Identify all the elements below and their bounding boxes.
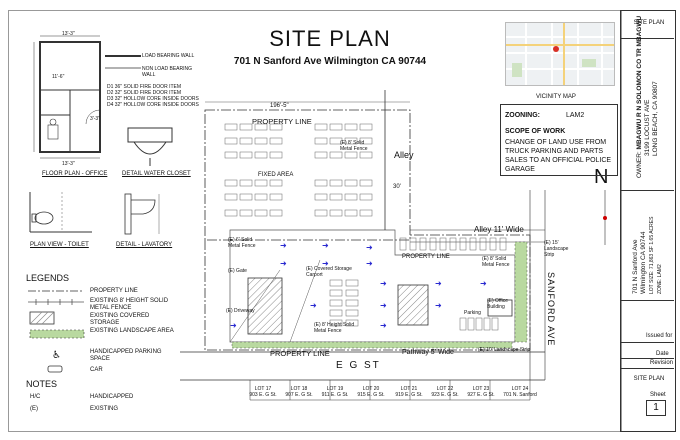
- sheet-title: SITE PLAN: [633, 376, 665, 382]
- sheet-label: Sheet: [650, 392, 666, 398]
- svg-text:➜: ➜: [380, 279, 387, 288]
- door-schedule-2: D2 32" SOLID FIRE DOOR ITEM: [107, 90, 182, 96]
- floor-dim-inner: 11'-6": [52, 74, 65, 80]
- svg-text:➜: ➜: [280, 241, 287, 250]
- pathway-label: Pathway 5' Wide: [402, 349, 454, 356]
- lavatory-detail-drawing: [115, 188, 175, 238]
- svg-text:➜: ➜: [230, 321, 237, 330]
- lot-19-address: 911 E. G St.: [321, 392, 349, 398]
- owner-address-1: 3199 LOCUST AVE: [644, 99, 651, 156]
- svg-text:♿: ♿: [52, 350, 61, 361]
- lot-20-address: 915 E. G St.: [357, 392, 385, 398]
- lot-23: [464, 386, 498, 398]
- owner-address-2: LONG BEACH, CA 90807: [652, 81, 659, 156]
- lot-23-address: 927 E. G St.: [467, 392, 495, 398]
- dim-alley: 30': [393, 184, 401, 190]
- svg-text:➜: ➜: [435, 279, 442, 288]
- floor-dim-bottom: 13'-3": [62, 161, 75, 167]
- floor-plan-office-drawing: [20, 30, 120, 170]
- gate-label: (E) Gate: [228, 268, 247, 274]
- project-address: 701 N Sanford Ave Wilmington CA 90744: [233, 56, 427, 67]
- project-address-1: 701 N Sanford Ave: [632, 239, 639, 294]
- lot-21: [392, 386, 426, 398]
- lavatory-label: DETAIL - LAVATORY: [116, 242, 173, 248]
- lot-18-address: 907 E. G St.: [285, 392, 313, 398]
- lot-23-number: LOT 23: [472, 386, 490, 392]
- title-block-divider-4: [620, 342, 674, 343]
- issued-for: Issued for: [646, 333, 673, 339]
- wall-legend-load: LOAD BEARING WALL: [142, 53, 195, 59]
- lot-18-number: LOT 18: [290, 386, 308, 392]
- floor-dim-top: 13'-3": [62, 31, 75, 37]
- fence-note-label: (E) 8' Height Solid Metal Fence: [314, 322, 355, 334]
- wall-legend-nonload: NON LOAD BEARING WALL: [142, 66, 193, 78]
- svg-text:➜: ➜: [380, 301, 387, 310]
- floor-plan-label: FLOOR PLAN - OFFICE: [42, 171, 108, 177]
- lot-17-address: 903 E. G St.: [249, 392, 277, 398]
- lot-22-address: 923 E. G St.: [431, 392, 459, 398]
- legend-covered-storage: EXISTING COVERED STORAGE: [90, 313, 150, 326]
- zoning-value: LAM2: [566, 112, 585, 119]
- property-line-mid: PROPERTY LINE: [402, 254, 450, 260]
- lot-17: [246, 386, 280, 398]
- title-block-site-plan: SITE PLAN: [633, 20, 665, 26]
- notes-title: NOTES: [26, 379, 58, 389]
- sheet-number: 1: [646, 400, 666, 416]
- svg-text:➜: ➜: [322, 259, 329, 268]
- note-code-e: (E): [30, 406, 38, 412]
- street-label: E G ST: [336, 360, 381, 371]
- fence-8-label-2: (E) 8' Solid Metal Fence: [482, 256, 510, 268]
- sanford-ave-text: SANFORD AVE: [546, 272, 556, 347]
- lot-19: [318, 386, 352, 398]
- svg-text:➜: ➜: [310, 301, 317, 310]
- legend-fence: EXISTING 8' HEIGHT SOLID METAL FENCE: [90, 298, 169, 311]
- title-block-divider-2: [620, 190, 674, 191]
- vicinity-map-label: VICINITY MAP: [536, 94, 576, 100]
- lot-20-number: LOT 20: [362, 386, 380, 392]
- lot-18: [282, 386, 316, 398]
- title-block-divider-3: [620, 300, 674, 301]
- parking-label: Parking: [464, 310, 481, 316]
- lot-size: LOT SIZE: 71,863 SF 1.65 ACRES: [649, 216, 655, 294]
- office-building-label: (E) Office Building: [487, 298, 509, 310]
- property-line-bottom: PROPERTY LINE: [270, 349, 330, 358]
- zone: ZONE: LAM2: [657, 264, 663, 294]
- door-schedule-4: D4 32" HOLLOW CORE INSIDE DOORS: [107, 102, 199, 108]
- zoning-label: ZOONING:: [505, 112, 540, 119]
- svg-text:➜: ➜: [480, 279, 487, 288]
- project-address-2: Wilmington CA 90744: [640, 231, 647, 294]
- legend-landscape: EXISTING LANDSCAPE AREA: [90, 328, 174, 334]
- legends-title: LEGENDS: [26, 273, 70, 283]
- page-title: SITE PLAN: [269, 26, 391, 51]
- vicinity-map-streets: [506, 23, 614, 85]
- door-schedule-1: D1 36" SOLID FIRE DOOR ITEM: [107, 84, 182, 90]
- alley-label: Alley: [394, 150, 414, 160]
- project-rotated: [632, 217, 664, 294]
- lot-22: [428, 386, 462, 398]
- lot-21-address: 919 E. G St.: [395, 392, 423, 398]
- title-block-divider-6: [620, 368, 674, 369]
- svg-text:➜: ➜: [380, 321, 387, 330]
- svg-text:➜: ➜: [366, 243, 373, 252]
- lot-17-number: LOT 17: [254, 386, 272, 392]
- lot-24-address: 701 N. Sanford: [503, 392, 537, 398]
- floor-dim-side: 3'-3": [90, 116, 100, 122]
- lot-19-number: LOT 19: [326, 386, 344, 392]
- fence-8-label-1: (E) 8' Solid Metal Fence: [340, 140, 368, 152]
- driveway-label: (E) Driveway: [226, 308, 255, 314]
- door-schedule-3: D3 32" HOLLOW CORE INSIDE DOORS: [107, 96, 199, 102]
- lot-22-number: LOT 22: [436, 386, 454, 392]
- owner-name: MBAGWU R N SOLOMON CO TR MBAGWU: [636, 15, 643, 150]
- lot-24: [500, 386, 540, 398]
- lot-20: [354, 386, 388, 398]
- water-closet-label: DETAIL WATER CLOSET: [122, 171, 191, 177]
- title-block-divider-5: [620, 358, 674, 359]
- scope-title: SCOPE OF WORK: [505, 128, 566, 135]
- wall-legend-lines: [105, 52, 145, 74]
- legend-car: CAR: [90, 367, 103, 373]
- property-line-top: PROPERTY LINE: [252, 117, 312, 126]
- north-label: N: [594, 166, 609, 188]
- svg-text:➜: ➜: [322, 241, 329, 250]
- fence-6-label: (E) 6' Solid Metal Fence: [228, 237, 256, 249]
- scope-text: CHANGE OF LAND USE FROM TRUCK PARKING AND PARTS SALES TO AN OFFICIAL POLICE GARAGE: [505, 139, 612, 173]
- owner-rotated: [636, 16, 660, 178]
- legend-symbols: [26, 284, 86, 384]
- toilet-plan-drawing: [26, 190, 96, 236]
- date-label: Date: [656, 351, 669, 357]
- revision-label: Revision: [650, 360, 674, 366]
- svg-text:➜: ➜: [435, 301, 442, 310]
- legend-property-line: PROPERTY LINE: [90, 288, 138, 294]
- lot-21-number: LOT 21: [400, 386, 418, 392]
- svg-text:➜: ➜: [366, 259, 373, 268]
- note-code-hc: H/C: [30, 394, 41, 400]
- fixed-area-label: FIXED AREA: [258, 172, 294, 178]
- alley-wide-label: Alley 11' Wide: [474, 225, 524, 234]
- svg-text:➜: ➜: [280, 259, 287, 268]
- landscape-10-label: (E) 10' Landscape Strip: [478, 347, 531, 353]
- legend-handicapped: HANDICAPPED PARKING SPACE: [90, 349, 162, 362]
- dim-top: 196'-5": [270, 103, 289, 109]
- landscape-strip-label: (E) 15' Landscape Strip: [544, 240, 569, 258]
- toilet-plan-label: PLAN VIEW - TOILET: [30, 242, 89, 248]
- note-text-hc: HANDICAPPED: [90, 394, 134, 400]
- note-text-e: EXISTING: [90, 406, 119, 412]
- lot-24-number: LOT 24: [511, 386, 529, 392]
- owner-label: OWNER:: [636, 151, 643, 178]
- vicinity-map: [505, 22, 615, 86]
- covered-storage-label: (E) Covered Storage Carport: [306, 266, 352, 278]
